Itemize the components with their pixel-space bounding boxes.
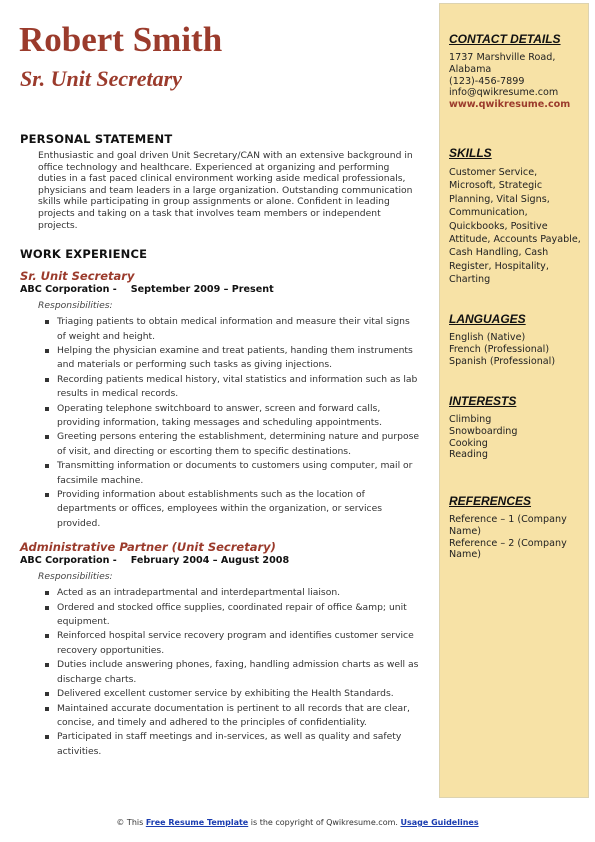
sidebar-heading: SKILLS <box>449 146 492 160</box>
job-company-dates <box>20 554 420 567</box>
address-line: 1737 Marshville Road, <box>449 52 556 63</box>
list-item: Acted as an intradepartmental and interdepartmental liaison. <box>57 586 420 600</box>
sidebar-heading: REFERENCES <box>449 494 532 508</box>
responsibilities-label: Responsibilities: <box>38 571 113 583</box>
list-item: Helping the physician examine and treat patients, handing them instruments and materials or performing such tasks as giving injections. <box>57 344 420 373</box>
list-item: Transmitting information or documents to customers using computer, mail or facsimile machine. <box>57 459 420 488</box>
references-list <box>449 514 584 561</box>
job-entry <box>20 270 420 531</box>
list-item: Greeting persons entering the establishment, determining nature and purpose of visit, and directing or escorting them to specific destinations. <box>57 430 420 459</box>
language-item: English (Native) <box>449 332 526 343</box>
personal-statement-section <box>20 132 420 231</box>
website-link[interactable]: www.qwikresume.com <box>449 99 571 111</box>
job-company-dates <box>20 283 420 296</box>
footer <box>0 818 595 827</box>
usage-guidelines-link[interactable]: Usage Guidelines <box>400 818 479 827</box>
skills-section <box>449 146 584 287</box>
interests-section <box>449 394 584 461</box>
references-section <box>449 494 584 561</box>
job-dates: September 2009 – Present <box>130 284 274 296</box>
list-item: Participated in staff meetings and in-services, as well as quality and safety activities. <box>57 730 420 759</box>
section-heading: PERSONAL STATEMENT <box>20 132 173 146</box>
footer-text: is the copyright of Qwikresume.com. <box>248 818 401 827</box>
skills-text: Customer Service, Microsoft, Strategic Planning, Vital Signs, Communication, Quickbooks, Positive Attitude, Accounts Payable, Cash Handling, Cash Register, Hospitality, Charting <box>449 167 581 286</box>
reference-item: Reference – 1 (Company Name) <box>449 514 567 537</box>
list-item: Triaging patients to obtain medical information and measure their vital signs of weight and height. <box>57 315 420 344</box>
job-title: Sr. Unit Secretary <box>20 269 135 284</box>
personal-statement-text: Enthusiastic and goal driven Unit Secretary/CAN with an extensive background in office technology and healthcare. Experienced at organizing and performing duties in a fast paced clinical environment working aside medical professionals, physicians and team leaders in a large organization. Outstanding communication skills while participating in group assignments or alone. Confident in leading projects and taking on a task that involves team members or independent projects. <box>38 150 413 231</box>
sidebar-heading: INTERESTS <box>449 394 517 408</box>
candidate-name: Robert Smith <box>19 20 223 59</box>
job-entry <box>20 541 420 759</box>
phone-number: (123)-456-7899 <box>449 75 525 87</box>
candidate-title: Sr. Unit Secretary <box>20 66 182 91</box>
contact-section <box>449 32 584 111</box>
job-company: ABC Corporation - <box>20 555 117 567</box>
email-address[interactable]: info@qwikresume.com <box>449 87 559 99</box>
languages-section <box>449 312 584 367</box>
job-dates: February 2004 – August 2008 <box>130 555 290 567</box>
list-item: Ordered and stocked office supplies, coordinated repair of office &amp; unit equipment. <box>57 601 420 630</box>
contact-details <box>449 52 584 111</box>
list-item: Operating telephone switchboard to answer, screen and forward calls, providing information, taking messages and scheduling appointments. <box>57 402 420 431</box>
list-item: Delivered excellent customer service by exhibiting the Health Standards. <box>57 687 420 701</box>
interest-item: Cooking <box>449 437 488 449</box>
sidebar-heading: LANGUAGES <box>449 312 526 326</box>
job-title: Administrative Partner (Unit Secretary) <box>20 540 276 555</box>
interest-item: Snowboarding <box>449 425 518 437</box>
sidebar-heading: CONTACT DETAILS <box>449 32 561 46</box>
interest-item: Reading <box>449 449 488 461</box>
interest-item: Climbing <box>449 414 492 425</box>
responsibility-list <box>20 586 420 759</box>
free-resume-template-link[interactable]: Free Resume Template <box>145 818 249 827</box>
footer-text: © This <box>116 818 146 827</box>
list-item: Recording patients medical history, vital statistics and information such as lab results in medical records. <box>57 373 420 402</box>
responsibilities-label: Responsibilities: <box>38 300 113 312</box>
responsibility-list <box>20 315 420 531</box>
list-item: Providing information about establishments such as the location of departments or offices, employees within the organization, or services provided. <box>57 488 420 531</box>
language-item: Spanish (Professional) <box>449 355 556 367</box>
list-item: Reinforced hospital service recovery program and identifies customer service recovery opportunities. <box>57 629 420 658</box>
reference-item: Reference – 2 (Company Name) <box>449 537 567 561</box>
section-heading: WORK EXPERIENCE <box>20 247 148 262</box>
list-item: Duties include answering phones, faxing, handling admission charts as well as discharge charts. <box>57 658 420 687</box>
job-company: ABC Corporation - <box>20 284 117 296</box>
interests-list <box>449 414 584 461</box>
languages-list <box>449 332 584 367</box>
address-line: Alabama <box>449 63 492 75</box>
main-column <box>20 132 420 769</box>
sidebar <box>439 3 589 798</box>
language-item: French (Professional) <box>449 343 550 355</box>
list-item: Maintained accurate documentation is pertinent to all records that are clear, concise, and timely and adhered to the principles of confidentiality. <box>57 702 420 731</box>
